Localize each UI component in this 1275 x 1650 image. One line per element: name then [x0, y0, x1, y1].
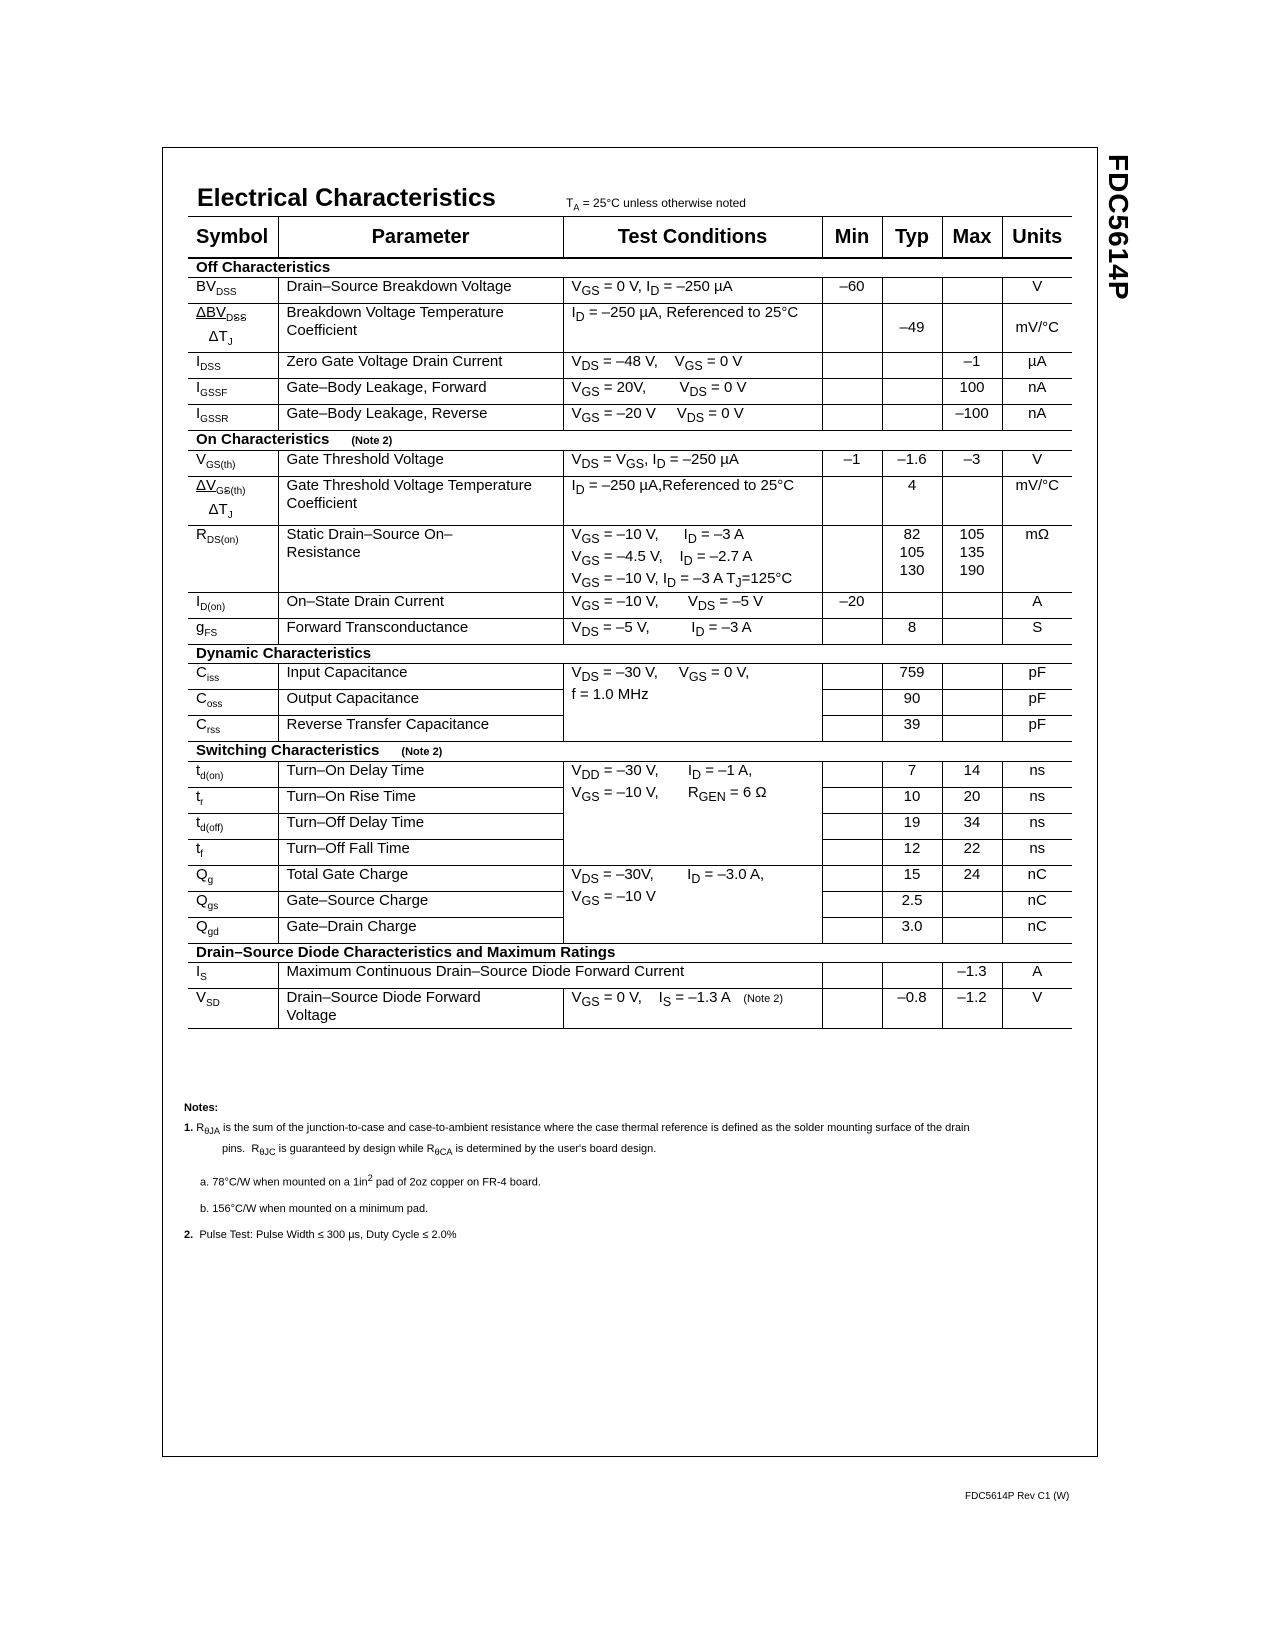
typ-cell: 759 [882, 664, 942, 690]
table-row [188, 526, 1072, 593]
parameter-cell: Gate–Body Leakage, Reverse [278, 405, 563, 431]
typ-cell: –49 [882, 304, 942, 353]
parameter-cell: Static Drain–Source On–Resistance [278, 526, 563, 593]
units-cell: ns [1002, 814, 1072, 840]
min-cell [822, 664, 882, 690]
units-cell: nA [1002, 379, 1072, 405]
parameter-cell: Drain–Source Breakdown Voltage [278, 278, 563, 304]
typ-cell: 39 [882, 716, 942, 742]
symbol-cell: $V_{GS(th)}$ [188, 451, 278, 477]
parameter-cell: Gate Threshold Voltage [278, 451, 563, 477]
symbol-cell: $C_{iss}$ [188, 664, 278, 690]
typ-cell [882, 353, 942, 379]
page-title: Electrical Characteristics [197, 184, 496, 212]
table-row [188, 477, 1072, 526]
col-header-max: Max [942, 217, 1002, 259]
units-cell: A [1002, 593, 1072, 619]
symbol-cell: $C_{rss}$ [188, 716, 278, 742]
units-cell: mV/°C [1002, 477, 1072, 526]
table-row [188, 664, 1072, 690]
electrical-characteristics-table [188, 216, 1072, 1029]
min-cell [822, 814, 882, 840]
min-cell [822, 353, 882, 379]
min-cell [822, 963, 882, 989]
section-on: On Characteristics (Note 2) [188, 431, 1072, 451]
min-cell [822, 526, 882, 593]
max-cell: –3 [942, 451, 1002, 477]
section-switching: Switching Characteristics (Note 2) [188, 742, 1072, 762]
symbol-cell: $Q_g$ [188, 866, 278, 892]
units-cell: V [1002, 989, 1072, 1029]
parameter-cell: Turn–On Delay Time [278, 762, 563, 788]
typ-cell [882, 963, 942, 989]
min-cell: –1 [822, 451, 882, 477]
table-row [188, 619, 1072, 645]
min-cell: –20 [822, 593, 882, 619]
parameter-cell: Gate–Drain Charge [278, 918, 563, 944]
footer-revision: FDC5614P Rev C1 (W) [965, 1491, 1070, 1502]
typ-cell: –1.6 [882, 451, 942, 477]
table-row [188, 278, 1072, 304]
table-row [188, 762, 1072, 788]
note-1b: b. 156°C/W when mounted on a minimum pad. [200, 1203, 429, 1216]
min-cell [822, 866, 882, 892]
max-cell [942, 304, 1002, 353]
symbol-cell: $t_{d(on)}$ [188, 762, 278, 788]
typ-cell: 82 105 130 [882, 526, 942, 593]
parameter-cell: Breakdown Voltage Temperature Coefficient [278, 304, 563, 353]
units-cell: A [1002, 963, 1072, 989]
min-cell [822, 918, 882, 944]
note-1a: a. 78°C/W when mounted on a $1in^2$ pad of 2oz copper on FR-4 board. [200, 1173, 541, 1190]
max-cell [942, 892, 1002, 918]
max-cell [942, 619, 1002, 645]
units-cell: S [1002, 619, 1072, 645]
parameter-cell: On–State Drain Current [278, 593, 563, 619]
parameter-cell: Gate–Body Leakage, Forward [278, 379, 563, 405]
col-header-parameter: Parameter [278, 217, 563, 259]
units-cell: nC [1002, 892, 1072, 918]
parameter-cell: Gate Threshold Voltage Temperature Coefficient [278, 477, 563, 526]
parameter-cell: Input Capacitance [278, 664, 563, 690]
typ-cell [882, 278, 942, 304]
units-cell: nC [1002, 918, 1072, 944]
typ-cell: 19 [882, 814, 942, 840]
parameter-cell: Gate–Source Charge [278, 892, 563, 918]
units-cell: ns [1002, 840, 1072, 866]
symbol-cell: $I_{GSSR}$ [188, 405, 278, 431]
table-row [188, 379, 1072, 405]
symbol-cell: $\Delta V_{GS(th)}$ $\Delta T_J$ [188, 477, 278, 526]
max-cell: 20 [942, 788, 1002, 814]
symbol-cell: $I_{D(on)}$ [188, 593, 278, 619]
parameter-cell: Turn–Off Delay Time [278, 814, 563, 840]
min-cell [822, 989, 882, 1029]
symbol-cell: $g_{FS}$ [188, 619, 278, 645]
col-header-units: Units [1002, 217, 1072, 259]
max-cell [942, 477, 1002, 526]
min-cell [822, 840, 882, 866]
min-cell [822, 892, 882, 918]
min-cell [822, 716, 882, 742]
conditions-cell: $V_{DS} = -30V$, $I_D = -3.0$ A, $V_{GS} = -10$ V [563, 866, 822, 944]
header-row [188, 217, 1072, 259]
max-cell [942, 918, 1002, 944]
conditions-cell: $V_{DS} = -48$ V, $V_{GS} = 0$ V [563, 353, 822, 379]
symbol-cell: $I_S$ [188, 963, 278, 989]
conditions-cell: $V_{GS} = -20$ V $V_{DS} = 0$ V [563, 405, 822, 431]
conditions-cell: $V_{GS} = 0$ V, $I_S = -1.3$ A (Note 2) [563, 989, 822, 1029]
units-cell: V [1002, 451, 1072, 477]
max-cell [942, 690, 1002, 716]
max-cell: –1 [942, 353, 1002, 379]
section-dynamic: Dynamic Characteristics [188, 645, 1072, 664]
max-cell: 34 [942, 814, 1002, 840]
max-cell: 14 [942, 762, 1002, 788]
max-cell: –1.2 [942, 989, 1002, 1029]
min-cell [822, 405, 882, 431]
typ-cell: 4 [882, 477, 942, 526]
typ-cell: 10 [882, 788, 942, 814]
units-cell: ns [1002, 788, 1072, 814]
note-1-cont: pins. $R_{\theta JC}$ is guaranteed by design while $R_{\theta CA}$ is determined by the user's board design. [222, 1143, 657, 1158]
min-cell [822, 379, 882, 405]
parameter-cell: Forward Transconductance [278, 619, 563, 645]
parameter-cell: Drain–Source Diode Forward Voltage [278, 989, 563, 1029]
typ-cell: 12 [882, 840, 942, 866]
test-condition-note: $T_A = 25^\circ C$ unless otherwise noted [566, 196, 746, 213]
units-cell: V [1002, 278, 1072, 304]
units-cell: nC [1002, 866, 1072, 892]
parameter-cell: Zero Gate Voltage Drain Current [278, 353, 563, 379]
max-cell [942, 716, 1002, 742]
max-cell [942, 664, 1002, 690]
parameter-cell: Turn–On Rise Time [278, 788, 563, 814]
units-cell: pF [1002, 690, 1072, 716]
table-row [188, 866, 1072, 892]
max-cell: –1.3 [942, 963, 1002, 989]
max-cell [942, 278, 1002, 304]
table-row [188, 353, 1072, 379]
conditions-cell: $I_D = -250$ µA,Referenced to 25°C [563, 477, 822, 526]
min-cell [822, 304, 882, 353]
table-row [188, 451, 1072, 477]
units-cell: mV/°C [1002, 304, 1072, 353]
conditions-cell: $V_{GS} = -10$ V, $I_D = -3$ A $V_{GS} = -4.5$ V, $I_D = -2.7$ A $V_{GS} = -10$ V, $I_D = -3$ A $T_J=125^\circ C$ [563, 526, 822, 593]
typ-cell [882, 593, 942, 619]
parameter-cell: Maximum Continuous Drain–Source Diode Forward Current [278, 963, 822, 989]
units-cell: nA [1002, 405, 1072, 431]
symbol-cell: $Q_{gd}$ [188, 918, 278, 944]
min-cell [822, 788, 882, 814]
conditions-cell: $V_{DS} = -5$ V, $I_D = -3$ A [563, 619, 822, 645]
min-cell: –60 [822, 278, 882, 304]
conditions-cell: $V_{DD} = -30$ V, $I_D = -1$ A, $V_{GS} = -10$ V, $R_{GEN} = 6$ Ω [563, 762, 822, 866]
typ-cell: –0.8 [882, 989, 942, 1029]
notes-block [184, 1099, 1074, 1244]
max-cell: 105 135 190 [942, 526, 1002, 593]
symbol-cell: $BV_{DSS}$ [188, 278, 278, 304]
parameter-cell: Turn–Off Fall Time [278, 840, 563, 866]
note-2: 2. Pulse Test: Pulse Width ≤ 300 µs, Duty Cycle ≤ 2.0% [184, 1229, 457, 1242]
parameter-cell: Total Gate Charge [278, 866, 563, 892]
col-header-test-conditions: Test Conditions [563, 217, 822, 259]
table-row [188, 304, 1072, 353]
conditions-cell: $V_{DS} = V_{GS}$, $I_D = -250$ µA [563, 451, 822, 477]
notes-heading: Notes: [184, 1102, 219, 1114]
col-header-min: Min [822, 217, 882, 259]
typ-cell: 3.0 [882, 918, 942, 944]
symbol-cell: $I_{GSSF}$ [188, 379, 278, 405]
symbol-cell: $t_f$ [188, 840, 278, 866]
note-1: 1. $R_{\theta JA}$ is the sum of the junction-to-case and case-to-ambient resistance where the case thermal reference is defined as the solder mounting surface of the drain [184, 1122, 970, 1137]
units-cell: ns [1002, 762, 1072, 788]
typ-cell [882, 405, 942, 431]
units-cell: pF [1002, 716, 1072, 742]
parameter-cell: Output Capacitance [278, 690, 563, 716]
table-row [188, 963, 1072, 989]
symbol-cell: $I_{DSS}$ [188, 353, 278, 379]
table-row [188, 989, 1072, 1029]
max-cell: –100 [942, 405, 1002, 431]
min-cell [822, 690, 882, 716]
typ-cell: 90 [882, 690, 942, 716]
symbol-cell: $C_{oss}$ [188, 690, 278, 716]
symbol-cell: $V_{SD}$ [188, 989, 278, 1029]
parameter-cell: Reverse Transfer Capacitance [278, 716, 563, 742]
min-cell [822, 762, 882, 788]
max-cell: 24 [942, 866, 1002, 892]
typ-cell: 7 [882, 762, 942, 788]
max-cell: 100 [942, 379, 1002, 405]
min-cell [822, 619, 882, 645]
col-header-typ: Typ [882, 217, 942, 259]
typ-cell: 15 [882, 866, 942, 892]
table-row [188, 405, 1072, 431]
typ-cell [882, 379, 942, 405]
typ-cell: 8 [882, 619, 942, 645]
max-cell: 22 [942, 840, 1002, 866]
symbol-cell: $t_{d(off)}$ [188, 814, 278, 840]
symbol-cell: $t_r$ [188, 788, 278, 814]
table-row [188, 593, 1072, 619]
conditions-cell: $V_{GS} = 0$ V, $I_D = -250$ µA [563, 278, 822, 304]
max-cell [942, 593, 1002, 619]
units-cell: mΩ [1002, 526, 1072, 593]
section-diode: Drain–Source Diode Characteristics and Maximum Ratings [188, 944, 1072, 963]
units-cell: pF [1002, 664, 1072, 690]
col-header-symbol: Symbol [188, 217, 278, 259]
conditions-cell: $V_{GS} = 20V$, $V_{DS} = 0$ V [563, 379, 822, 405]
units-cell: µA [1002, 353, 1072, 379]
min-cell [822, 477, 882, 526]
conditions-cell: $V_{DS} = -30$ V, $V_{GS} = 0$ V, f = 1.0 MHz [563, 664, 822, 742]
symbol-cell: $\Delta BV_{DSS}$ $\Delta T_J$ [188, 304, 278, 353]
conditions-cell: $I_D = -250$ µA, Referenced to 25°C [563, 304, 822, 353]
symbol-cell: $Q_{gs}$ [188, 892, 278, 918]
symbol-cell: $R_{DS(on)}$ [188, 526, 278, 593]
typ-cell: 2.5 [882, 892, 942, 918]
side-part-number: FDC5614P [1103, 154, 1134, 301]
section-off: Off Characteristics [188, 258, 1072, 278]
conditions-cell: $V_{GS} = -10$ V, $V_{DS} = -5$ V [563, 593, 822, 619]
